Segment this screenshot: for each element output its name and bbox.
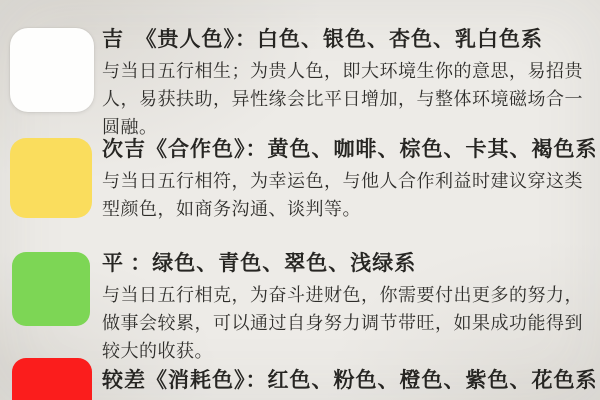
color-section-neutral — [102, 251, 596, 365]
section-description-neutral: 与当日五行相克，为奋斗进财色，你需要付出更多的努力，做事会较累，可以通过自身努力调节带旺，如果成功能得到较大的收获。 — [102, 285, 583, 361]
red-color-swatch — [12, 358, 92, 400]
section-title-poor: 较差《消耗色》：红色、粉色、橙色、紫色、花色系 — [102, 368, 598, 392]
green-color-swatch — [12, 252, 90, 326]
color-section-second-auspicious — [102, 137, 596, 223]
section-title-auspicious: 吉 《贵人色》：白色、银色、杏色、乳白色系 — [102, 27, 543, 51]
section-description-second-auspicious: 与当日五行相符，为幸运色，与他人合作利益时建议穿这类型颜色，如商务沟通、谈判等。 — [102, 171, 583, 219]
section-title-second-auspicious: 次吉《合作色》：黄色、咖啡、棕色、卡其、褐色系 — [102, 137, 598, 161]
color-section-auspicious — [102, 27, 596, 141]
white-color-swatch — [10, 28, 94, 112]
section-title-neutral: 平 ：绿色、青色、翠色、浅绿系 — [102, 251, 417, 275]
section-description-auspicious: 与当日五行相生；为贵人色，即大环境生你的意思，易招贵人，易获扶助，异性缘会比平日增加，与整体环境磁场合一圆融。 — [102, 61, 583, 137]
yellow-color-swatch — [10, 138, 92, 218]
color-section-poor — [102, 368, 596, 392]
